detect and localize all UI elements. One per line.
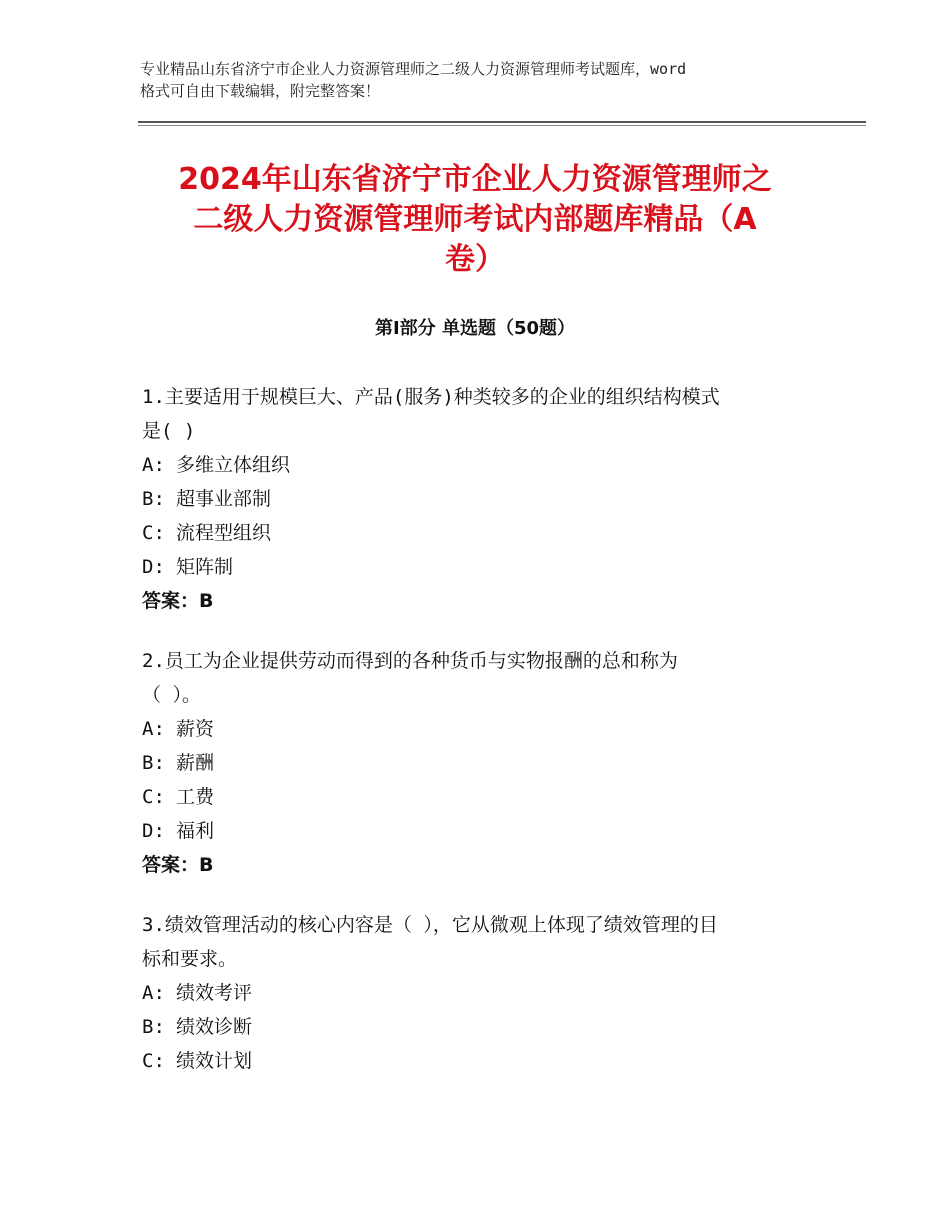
option-c: [142, 780, 812, 814]
option-c: [142, 516, 812, 550]
option-a: [142, 712, 812, 746]
option-letter: A:: [142, 718, 165, 740]
question-stem-line: 2.员工为企业提供劳动而得到的各种货币与实物报酬的总和称为: [142, 650, 678, 672]
option-d: [142, 814, 812, 848]
option-text: 绩效考评: [176, 982, 253, 1004]
option-b: [142, 482, 812, 516]
option-letter: D:: [142, 820, 165, 842]
option-letter: D:: [142, 556, 165, 578]
option-text: 福利: [176, 820, 215, 842]
question-stem-line: 3.绩效管理活动的核心内容是（ ），它从微观上体现了绩效管理的目: [142, 914, 718, 936]
option-a: [142, 976, 812, 1010]
option-text: 绩效计划: [176, 1050, 253, 1072]
option-letter: A:: [142, 454, 165, 476]
section-title: 第Ⅰ部分 单选题（50题）: [374, 318, 575, 339]
option-d: [142, 550, 812, 584]
option-text: 绩效诊断: [176, 1016, 253, 1038]
option-letter: C:: [142, 786, 165, 808]
question-3: [142, 908, 812, 1078]
option-text: 超事业部制: [176, 488, 272, 510]
option-letter: B:: [142, 752, 165, 774]
question-stem-line: 是( ): [142, 420, 196, 442]
option-text: 矩阵制: [176, 556, 234, 578]
option-b: [142, 1010, 812, 1044]
question-stem: [142, 380, 812, 448]
option-c: [142, 1044, 812, 1078]
option-text: 流程型组织: [176, 522, 272, 544]
answer-label: 答案：B: [142, 590, 214, 612]
question-list: [142, 380, 812, 1104]
document-title-line-3: 卷）: [445, 242, 505, 277]
header-divider-thick: [138, 121, 866, 123]
document-title-line-1: 2024年山东省济宁市企业人力资源管理师之: [178, 162, 772, 197]
header-note: [140, 58, 830, 102]
option-letter: C:: [142, 1050, 165, 1072]
header-note-line-1: 专业精品山东省济宁市企业人力资源管理师之二级人力资源管理师考试题库，word: [140, 60, 687, 78]
option-text: 工费: [176, 786, 215, 808]
question-stem-line: （ ）。: [142, 684, 201, 706]
option-text: 薪酬: [176, 752, 215, 774]
document-title-line-2: 二级人力资源管理师考试内部题库精品（A: [193, 202, 757, 237]
question-stem-line: 标和要求。: [142, 948, 238, 970]
option-text: 多维立体组织: [176, 454, 291, 476]
question-stem-line: 1.主要适用于规模巨大、产品(服务)种类较多的企业的组织结构模式: [142, 386, 720, 408]
option-letter: C:: [142, 522, 165, 544]
question-2: [142, 644, 812, 882]
option-text: 薪资: [176, 718, 215, 740]
answer-label: 答案：B: [142, 854, 214, 876]
option-letter: B:: [142, 488, 165, 510]
question-1: [142, 380, 812, 618]
document-title: [120, 160, 830, 280]
option-letter: A:: [142, 982, 165, 1004]
option-b: [142, 746, 812, 780]
header-divider-thin: [138, 125, 866, 126]
question-stem: [142, 908, 812, 976]
header-note-line-2: 格式可自由下载编辑，附完整答案！: [140, 82, 381, 100]
option-letter: B:: [142, 1016, 165, 1038]
question-stem: [142, 644, 812, 712]
option-a: [142, 448, 812, 482]
